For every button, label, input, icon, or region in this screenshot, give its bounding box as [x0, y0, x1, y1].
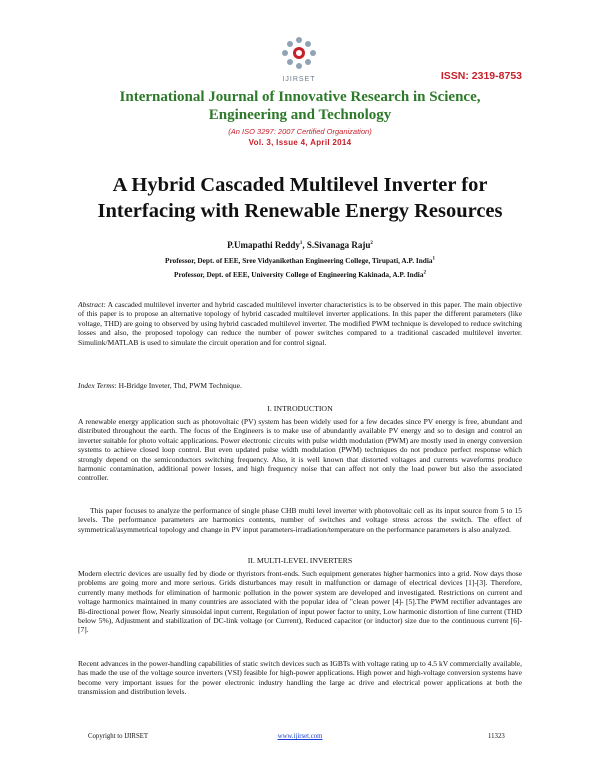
- author-2-sup: 2: [370, 241, 373, 246]
- journal-logo-icon: [266, 26, 332, 80]
- affiliation-2: [0, 270, 600, 279]
- author-separator: ,: [302, 240, 307, 250]
- footer-url-link[interactable]: www.ijirset.com: [277, 733, 323, 740]
- issn: ISSN: 2319-8753: [440, 70, 522, 82]
- abstract-text: A cascaded multilevel inverter and hybrid cascaded multilevel inverter characteristics is to be observed in this paper. The main objective of this paper is to propose an alternative topology of hybrid cascaded multilevel inverter applications. In this paper the different parameters (like voltage, THD) are going to observed by using hybrid cascaded multilevel inverter. The modified PWM technique is developed to reduce switching losses and also, the proposed topology can reduce the number of power switches compared to a traditional cascaded multilevel inverter. Simulink/MATLAB is used to simulate the circuit operation and for control signal.: [78, 300, 522, 347]
- title-line1: A Hybrid Cascaded Multilevel Inverter for: [112, 174, 488, 196]
- section-1-paragraph-1: A renewable energy application such as photovoltaic (PV) system has been widely used for a few decades since PV energy is free, abundant and distributed throughout the earth. The focus of the Engineers is to make use of abundantly available PV energy and so to design and control an inverter suitable for photo voltaic applications. Power electronic circuits with pulse width modulation (PWM) are mostly used in energy conversion systems to achieve closed loop control. But even updated pulse width modulation (PWM) techniques do not produce perfect response which strongly depend on the semiconductors switching frequency. Also, it is well known that distorted voltages and currents waveforms produce harmonic contamination, additional power losses, and high frequency noise that can affect not only the load power but also the associated controller.: [78, 417, 522, 483]
- index-terms: [78, 381, 522, 390]
- journal-name-line1: International Journal of Innovative Research in Science,: [119, 89, 481, 105]
- logo-text: IJIRSET: [282, 76, 316, 83]
- index-terms-label: Index Terms: [78, 381, 115, 390]
- section-1-heading: I. INTRODUCTION: [267, 404, 333, 413]
- volume-issue: Vol. 3, Issue 4, April 2014: [248, 138, 352, 147]
- footer-page-number: 11323: [488, 733, 505, 740]
- footer-copyright: Copyright to IJIRSET: [88, 733, 149, 740]
- affiliation-2-text: Professor, Dept. of EEE, University College of Engineering Kakinada, A.P. India: [174, 270, 424, 279]
- author-2: S.Sivanaga Raju: [306, 240, 371, 250]
- authors: [0, 240, 600, 250]
- section-2-heading: II. MULTI-LEVEL INVERTERS: [247, 556, 353, 565]
- section-1-paragraph-2: This paper focuses to analyze the performance of single phase CHB multi level inverter with photovoltaic cell as its input source from 5 to 15 levels. The performance parameters are harmonics contents, number of switches and voltage stress across the switch. The effect of symmetrical/asymmetrical topology and change in PV input parameters-irradiation/temperature on the performance parameters is also analyzed.: [78, 506, 522, 534]
- author-1-sup: 1: [299, 241, 303, 246]
- journal-name-line2: Engineering and Technology: [208, 107, 392, 123]
- section-2-paragraph-2: Recent advances in the power-handling capabilities of static switch devices such as IGBTs with voltage rating up to 4.5 kV commercially available, has made the use of the voltage source inverters (VSI) feasible for high-power applications. High power and high-voltage conversion systems have become very important issues for the power electronic industry handling the large ac drive and electrical power applications at both the transmission and distribution levels.: [78, 659, 522, 697]
- title-line2: Interfacing with Renewable Energy Resources: [97, 200, 503, 222]
- affiliation-1: [0, 256, 600, 265]
- abstract: [78, 300, 522, 347]
- index-terms-text: : H-Bridge Inveter, Thd, PWM Technique.: [114, 381, 242, 390]
- author-1: P.Umapathi Reddy: [227, 240, 300, 250]
- certification: (An ISO 3297: 2007 Certified Organization): [228, 127, 372, 136]
- journal-name: [0, 88, 600, 124]
- paper-title: [0, 172, 600, 224]
- section-2-paragraph-1: Modern electric devices are usually fed by diode or thyristors front-ends. Such equipment generates higher harmonics into a grid. Now days those problems are going more and more serious. Grids disturbances may result in malfunction or damage of electrical devices [1]-[3]. Therefore, currently many methods for elimination of harmonic pollution in the power system are developed and investigated. Restrictions on current and voltage harmonics maintained in many countries are associated with the popular idea of "clean power [4]- [5].The PWM rectifier advantages are Bi-directional power flow, Nearly sinusoidal input current, Regulation of input power factor to unity, Low harmonic distortion of line current (THD below 5%), Adjustment and stabilization of DC-link voltage (or Current), Reduced capacitor (or inductor) size due to the continuous current [6]-[7].: [78, 569, 522, 635]
- affiliation-1-text: Professor, Dept. of EEE, Sree Vidyanikethan Engineering College, Tirupati, A.P. India: [164, 256, 433, 265]
- affiliation-1-sup: 1: [432, 256, 436, 262]
- abstract-label: Abstract:: [78, 300, 106, 309]
- affiliation-2-sup: 2: [423, 270, 426, 276]
